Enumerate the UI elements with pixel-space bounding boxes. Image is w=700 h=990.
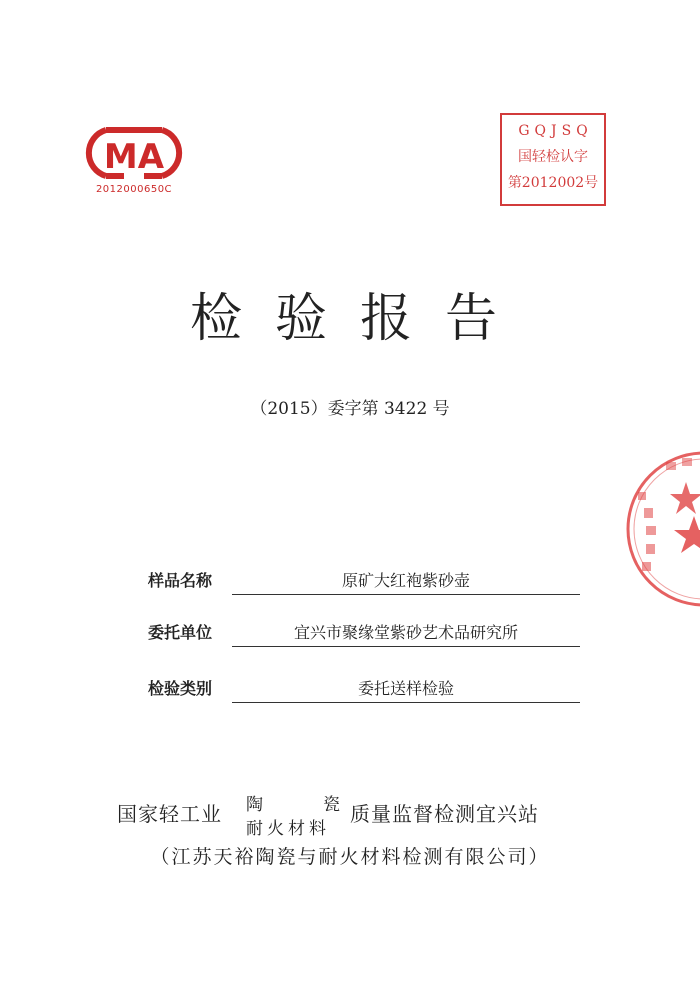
stamp-line-3: 第2012002号: [507, 175, 599, 191]
field-sample-name: [148, 568, 588, 598]
organization-name: [0, 790, 700, 840]
org-middle: [242, 790, 344, 839]
org-middle-top-right: 瓷: [323, 795, 340, 815]
field-value: 原矿大红袍紫砂壶: [232, 568, 580, 595]
field-label: 样品名称: [148, 571, 213, 590]
cma-number: 2012000650C: [95, 184, 173, 195]
org-middle-bottom: 耐火材料: [246, 819, 330, 839]
field-value: 宜兴市聚缘堂紫砂艺术品研究所: [232, 620, 580, 647]
report-title: 检验报告: [189, 289, 530, 349]
field-inspection-type: [148, 676, 588, 706]
round-seal: [624, 448, 700, 610]
cma-letters: MA: [103, 137, 165, 177]
company-name: （江苏天裕陶瓷与耐火材料检测有限公司）: [150, 846, 550, 868]
cma-logo: [82, 124, 186, 202]
approval-stamp: [500, 113, 606, 206]
org-suffix: 质量监督检测宜兴站: [350, 802, 539, 826]
field-client: [148, 620, 588, 650]
field-value: 委托送样检验: [232, 676, 580, 703]
org-middle-top-left: 陶: [246, 795, 263, 815]
stamp-code: GQJSQ: [518, 123, 593, 139]
org-prefix: 国家轻工业: [117, 802, 222, 826]
stamp-line-2: 国轻检认字: [518, 149, 588, 165]
round-seal-icon: [624, 448, 700, 610]
cma-logo-icon: [82, 124, 186, 182]
report-number: （2015）委字第 3422 号: [250, 399, 450, 419]
field-label: 委托单位: [148, 623, 213, 642]
field-label: 检验类别: [148, 679, 213, 698]
